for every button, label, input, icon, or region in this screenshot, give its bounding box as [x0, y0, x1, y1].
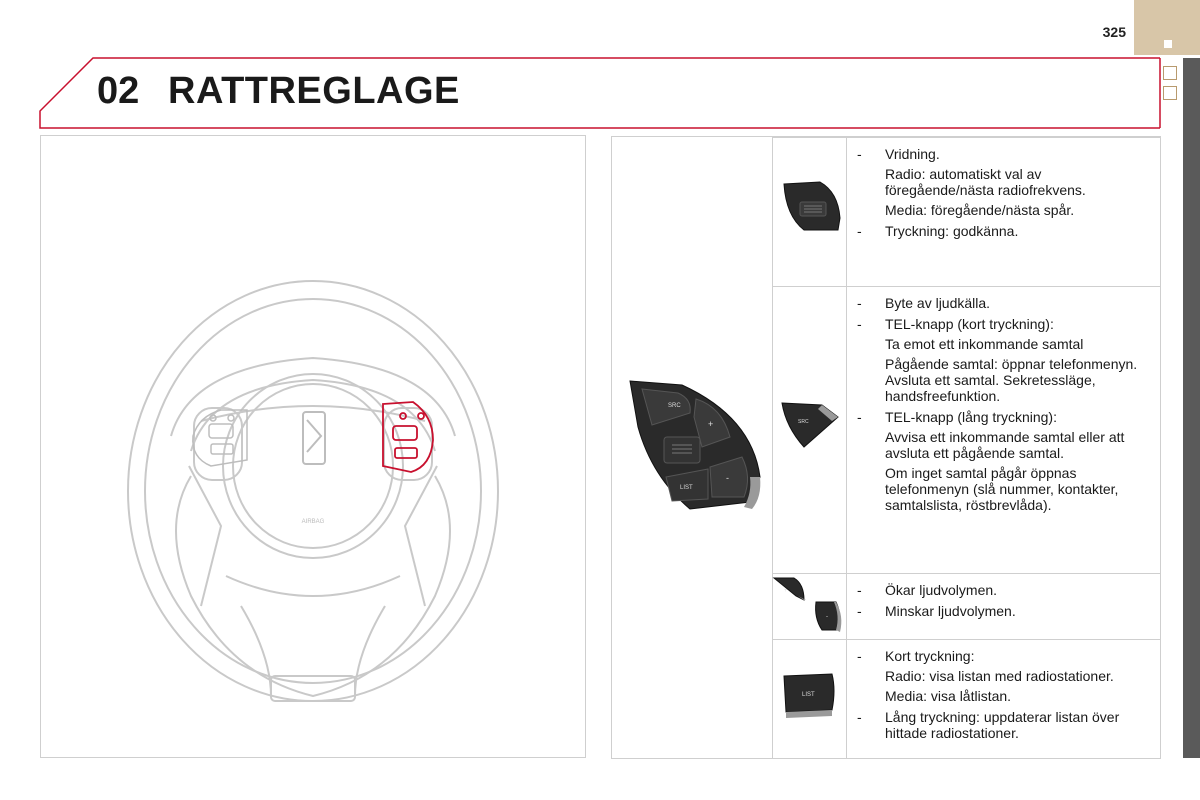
row-text — [847, 640, 1161, 759]
thumb-cell — [772, 640, 847, 759]
tel-button-icon — [772, 287, 846, 574]
list-item: - Lång tryckning: uppdaterar listan över hittade radiostationer. — [857, 709, 1151, 741]
rotary-knob-icon — [772, 138, 846, 287]
src-label: SRC — [668, 403, 681, 409]
list-item: - Tryckning: godkänna. — [857, 223, 1151, 239]
page-number: 325 — [1102, 24, 1126, 40]
row-list — [772, 639, 1161, 759]
volume-buttons-icon — [772, 574, 846, 640]
list-item: - Ökar ljudvolymen. — [857, 582, 1151, 598]
airbag-label: AIRBAG — [301, 519, 325, 525]
list-item: - Byte av ljudkälla. — [857, 295, 1151, 311]
thumb-cell — [772, 574, 847, 640]
thumb-cell — [772, 287, 847, 574]
svg-text:+: + — [784, 588, 788, 594]
chapter-number: 02 — [97, 70, 140, 112]
control-table — [611, 136, 1161, 759]
row-text — [847, 287, 1161, 574]
list-button-icon — [772, 640, 846, 759]
side-strip — [1183, 58, 1200, 758]
list-item: - Minskar ljudvolymen. — [857, 603, 1151, 619]
minus-label: - — [726, 473, 729, 483]
row-rotate — [772, 137, 1161, 287]
list-item: - Vridning. Radio: automatiskt val av föregående/nästa radiofrekvens. Media: föregående/nästa spår. — [857, 146, 1151, 218]
row-text — [847, 138, 1161, 287]
list-item: - TEL-knapp (lång tryckning): Avvisa ett inkommande samtal eller att avsluta ett pågående samtal. Om inget samtal pågår öppnas telefonmenyn (slå nummer, kontakter, samtalslista, röstbrevlåda). — [857, 409, 1151, 513]
list-item: - TEL-knapp (kort tryckning): Ta emot ett inkommande samtal Pågående samtal: öppnar telefonmenyn. Avsluta ett samtal. Sekretessläge, handsfreefunktion. — [857, 316, 1151, 404]
switch-cluster-icon — [612, 137, 772, 760]
list-label: LIST — [680, 485, 693, 491]
list-item: - Kort tryckning: Radio: visa listan med radiostationer. Media: visa låtlistan. — [857, 648, 1151, 704]
svg-text:SRC: SRC — [798, 419, 809, 425]
switch-cluster-column — [612, 137, 773, 758]
chapter-title: RATTREGLAGE — [168, 70, 460, 112]
steering-wheel-panel — [40, 135, 586, 758]
row-volume — [772, 573, 1161, 640]
plus-label: + — [708, 419, 714, 429]
row-source-tel — [772, 286, 1161, 574]
row-text — [847, 574, 1161, 640]
svg-text:-: - — [826, 614, 828, 620]
steering-wheel-icon — [41, 136, 587, 759]
thumb-cell — [772, 138, 847, 287]
svg-text:LIST: LIST — [802, 692, 815, 698]
